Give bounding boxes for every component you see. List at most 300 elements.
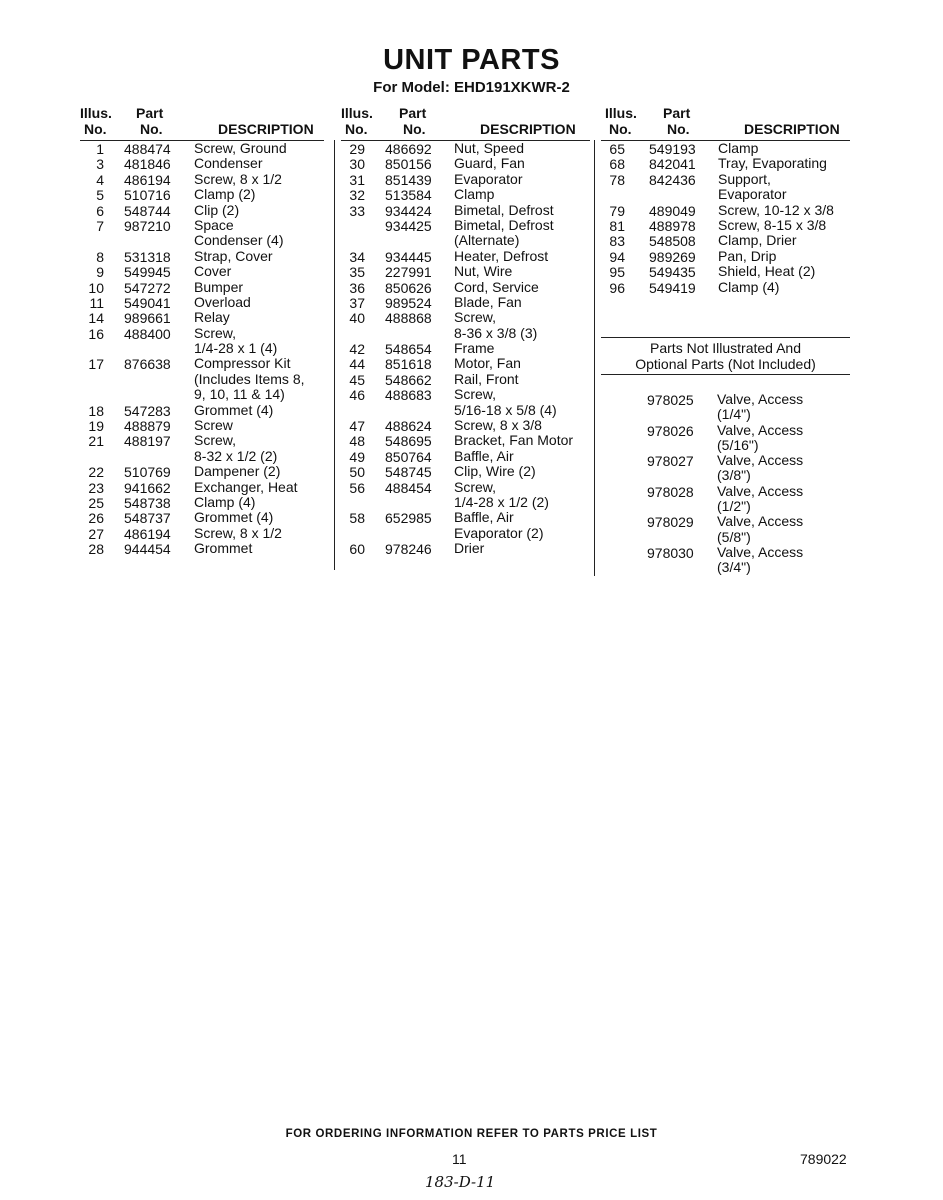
part-description [194,541,324,556]
illus-number: 14 [88,310,104,327]
illus-number: 26 [88,510,104,527]
part-row [601,233,850,248]
description-line: Pan, Drip [718,247,777,264]
illus-header-2: No. [609,121,632,137]
part-number: 548744 [124,202,171,219]
page-number: 11 [452,1151,467,1167]
part-description [717,545,803,576]
illus-header-1: Illus. [605,105,637,121]
part-row [80,310,324,325]
illus-number: 8 [96,248,104,265]
part-number: 548737 [124,510,171,527]
description-line: Cover [194,263,232,280]
part-number: 989269 [649,248,696,265]
part-row [341,264,590,279]
part-row [80,141,324,156]
parts-rows [601,141,850,295]
part-row [80,264,324,279]
description-line: Evaporator [454,170,523,187]
illus-number: 95 [609,264,625,281]
part-number: 941662 [124,479,171,496]
part-row [341,464,590,479]
description-line: Condenser [194,155,263,172]
description-line: Screw, [454,478,497,495]
illus-number: 68 [609,156,625,173]
part-description [194,510,324,525]
parts-column-1 [80,104,324,557]
part-number: 513584 [385,187,432,204]
part-row [341,541,590,556]
part-number: 842041 [649,156,696,173]
part-description [454,280,590,295]
part-number: 489049 [649,202,696,219]
part-header-1: Part [663,105,691,121]
part-row [80,526,324,541]
illus-number: 45 [349,371,365,388]
description-line: Nut, Wire [454,263,513,280]
part-description [194,403,324,418]
description-line: Condenser (4) [194,232,284,249]
part-row [341,341,590,356]
description-line: Clip, Wire (2) [454,463,536,480]
part-row [80,510,324,525]
description-line: Screw, [454,309,497,326]
illus-number: 1 [96,141,104,157]
part-description [194,264,324,279]
illus-number: 56 [349,479,365,496]
part-row [80,280,324,295]
illus-number: 48 [349,433,365,450]
part-row [341,295,590,310]
illus-number: 42 [349,341,365,358]
illus-number: 81 [609,217,625,234]
part-row [341,156,590,171]
part-number: 842436 [649,171,696,188]
part-row [341,187,590,202]
description-line: Evaporator (2) [454,524,544,541]
part-number: 989524 [385,294,432,311]
part-number: 486194 [124,525,171,542]
part-row [80,418,324,433]
part-number: 850156 [385,156,432,173]
part-number: 488400 [124,325,171,342]
part-number: 510769 [124,464,171,481]
illus-number: 28 [88,541,104,558]
illus-header-1: Illus. [341,105,373,121]
part-description [454,203,590,218]
description-line: Drier [454,540,485,557]
part-number: 978029 [647,514,694,531]
part-description [454,264,590,279]
illus-number: 83 [609,233,625,250]
part-row [80,464,324,479]
part-description [194,156,324,171]
page-title: UNIT PARTS [383,44,560,76]
description-line: Overload [194,293,251,310]
description-line: Compressor Kit [194,355,291,372]
part-row [601,280,850,295]
part-number: 978026 [647,422,694,439]
part-row [601,156,850,171]
part-description [718,218,850,233]
description-line: Grommet (4) [194,401,274,418]
part-description [717,484,803,515]
part-row [80,403,324,418]
description-line: Bimetal, Defrost [454,201,554,218]
illus-number: 10 [88,279,104,296]
part-row [80,495,324,510]
part-description [718,172,850,203]
part-description [717,453,803,484]
part-description [454,541,590,556]
part-description [194,526,324,541]
illus-header-2: No. [84,121,107,137]
description-line: Screw [194,417,233,434]
part-row [341,218,590,249]
description-line: Shield, Heat (2) [718,263,816,280]
illus-number: 33 [349,202,365,219]
part-number: 978246 [385,541,432,558]
description-line: Dampener (2) [194,463,281,480]
illus-number: 94 [609,248,625,265]
description-line: Tray, Evaporating [718,155,827,172]
part-number: 531318 [124,248,171,265]
part-number: 549435 [649,264,696,281]
description-line: Screw, 10-12 x 3/8 [718,201,834,218]
description-line: Support, [718,170,771,187]
part-description [194,280,324,295]
part-number: 549041 [124,294,171,311]
part-row [601,172,850,203]
description-line: Valve, Access [717,543,804,560]
model-subtitle: For Model: EHD191XKWR-2 [373,79,570,96]
description-line: (1/4") [717,406,751,423]
part-description [454,156,590,171]
part-row [80,295,324,310]
description-line: Clamp (4) [194,493,256,510]
part-row [80,249,324,264]
illus-number: 18 [88,402,104,419]
part-description [194,218,324,249]
description-line: Valve, Access [717,482,804,499]
part-description [194,187,324,202]
illus-number: 96 [609,279,625,296]
part-description [454,341,590,356]
part-row [80,156,324,171]
part-number: 548695 [385,433,432,450]
part-header-2: No. [667,121,690,137]
illus-number: 44 [349,356,365,373]
description-line: 8-32 x 1/2 (2) [194,447,278,464]
part-description [718,203,850,218]
description-line: 8-36 x 3/8 (3) [454,324,538,341]
column-header [341,104,590,141]
ordering-footer: FOR ORDERING INFORMATION REFER TO PARTS PRICE LIST [285,1128,658,1140]
illus-number: 11 [89,294,104,311]
description-line: Screw, 8 x 1/2 [194,524,282,541]
description-line: Clamp [454,186,495,203]
description-line: Evaporator [718,186,787,203]
illus-number: 40 [349,310,365,327]
description-line: Space [194,216,234,233]
column-header [80,104,324,141]
part-row [80,356,324,402]
part-description [454,387,590,418]
part-row [341,356,590,371]
description-line: Motor, Fan [454,355,521,372]
description-line: (5/16") [717,436,759,453]
illus-number: 29 [349,141,365,157]
part-description [194,141,324,156]
description-line: (3/8") [717,467,751,484]
part-row [80,172,324,187]
parts-rows [80,141,324,557]
part-number: 548654 [385,341,432,358]
part-row [80,541,324,556]
illus-number: 25 [88,494,104,511]
part-number: 934425 [385,217,432,234]
part-row [341,449,590,464]
part-description [194,433,324,464]
description-line: Heater, Defrost [454,247,549,264]
part-number: 850764 [385,448,432,465]
part-description [454,218,590,249]
description-line: Valve, Access [717,421,804,438]
part-description [718,264,850,279]
description-line: Blade, Fan [454,293,522,310]
illus-number: 60 [349,541,365,558]
description-line: Screw, 8 x 3/8 [454,417,542,434]
part-number: 510716 [124,187,171,204]
description-header: DESCRIPTION [218,121,314,137]
part-header-1: Part [399,105,427,121]
illus-number: 37 [349,294,365,311]
illus-header-1: Illus. [80,105,112,121]
part-description [454,249,590,264]
part-number: 978027 [647,453,694,470]
part-description [717,423,803,454]
description-line: Screw, 8-15 x 3/8 [718,216,827,233]
part-row [341,418,590,433]
description-line: Clamp (4) [718,278,780,295]
illus-number: 22 [88,464,104,481]
part-description [717,392,803,423]
illus-number: 36 [349,279,365,296]
part-number: 934445 [385,248,432,265]
part-number: 549945 [124,264,171,281]
description-line: (5/8") [717,528,751,545]
part-number: 488624 [385,418,432,435]
part-description [454,433,590,448]
part-number: 547272 [124,279,171,296]
description-line: Bracket, Fan Motor [454,432,574,449]
description-line: 1/4-28 x 1 (4) [194,340,278,357]
illus-number: 79 [609,202,625,219]
part-row [601,264,850,279]
illus-number: 47 [349,418,365,435]
part-number: 488454 [385,479,432,496]
description-line: Screw, [194,324,237,341]
illus-number: 16 [88,325,104,342]
illus-number: 78 [609,171,625,188]
description-line: Screw, 8 x 1/2 [194,170,282,187]
description-line: Nut, Speed [454,140,525,156]
illus-number: 35 [349,264,365,281]
illus-header-2: No. [345,121,368,137]
part-number: 652985 [385,510,432,527]
part-number: 548662 [385,371,432,388]
description-line: Clamp (2) [194,186,256,203]
illus-number: 58 [349,510,365,527]
description-line: Strap, Cover [194,247,273,264]
part-description [718,280,850,295]
part-description [194,464,324,479]
section-rule [601,337,850,338]
part-number: 851439 [385,171,432,188]
part-description [194,326,324,357]
part-row [80,187,324,202]
part-number: 548508 [649,233,696,250]
handwritten-note: 183-D-11 [425,1173,496,1191]
part-row [80,433,324,464]
description-line: Clip (2) [194,201,240,218]
column-header [601,104,850,141]
part-description [454,372,590,387]
part-description [194,495,324,510]
description-line: Valve, Access [717,513,804,530]
part-number: 987210 [124,217,171,234]
not-illustrated-title: Parts Not Illustrated And Optional Parts (Not Included) [635,340,816,372]
part-number: 989661 [124,310,171,327]
part-number: 978030 [647,544,694,561]
part-row [341,433,590,448]
part-number: 486194 [124,171,171,188]
description-line: Grommet [194,540,253,557]
description-line: Screw, [454,386,497,403]
part-description [194,295,324,310]
column-divider [334,140,335,570]
part-description [194,418,324,433]
part-row [341,280,590,295]
description-line: Valve, Access [717,391,804,407]
part-description [454,141,590,156]
column-divider [594,140,595,576]
part-description [194,172,324,187]
illus-number: 32 [349,187,365,204]
part-row [341,480,590,511]
description-line: Bimetal, Defrost [454,216,554,233]
part-row [80,326,324,357]
illus-number: 3 [96,156,104,173]
part-header-2: No. [140,121,163,137]
part-number: 549193 [649,141,696,157]
part-header-1: Part [136,105,164,121]
part-number: 547283 [124,402,171,419]
part-number: 978025 [647,392,694,408]
illus-number: 19 [88,418,104,435]
part-description [454,449,590,464]
description-line: Screw, Ground [194,140,287,156]
part-number: 548738 [124,494,171,511]
part-number: 851618 [385,356,432,373]
description-line: (3/4") [717,559,751,576]
illus-number: 30 [349,156,365,173]
part-number: 227991 [385,264,432,281]
part-description [454,464,590,479]
part-row [341,141,590,156]
part-description [454,356,590,371]
description-line: 1/4-28 x 1/2 (2) [454,493,549,510]
description-line: Frame [454,340,495,357]
part-description [454,418,590,433]
part-number: 488197 [124,433,171,450]
part-number: 488683 [385,387,432,404]
part-row [341,387,590,418]
part-number: 549419 [649,279,696,296]
part-number: 978028 [647,483,694,500]
illus-number: 50 [349,464,365,481]
description-line: Cord, Service [454,278,539,295]
part-description [718,233,850,248]
part-description [454,295,590,310]
description-line: Valve, Access [717,452,804,469]
illus-number: 31 [349,171,365,188]
description-line: Clamp, Drier [718,232,797,249]
description-line: (Includes Items 8, [194,370,305,387]
document-number: 789022 [800,1151,847,1167]
parts-rows [341,141,590,557]
illus-number: 23 [88,479,104,496]
description-line: Clamp [718,140,759,156]
description-line: Baffle, Air [454,509,514,526]
part-row [601,249,850,264]
description-line: (1/2") [717,498,751,515]
part-number: 876638 [124,356,171,373]
illus-number: 7 [96,217,104,234]
part-description [454,172,590,187]
section-rule [601,374,850,375]
part-number: 934424 [385,202,432,219]
part-row [341,310,590,341]
part-row [341,510,590,541]
part-row [341,372,590,387]
part-number: 548745 [385,464,432,481]
illus-number: 46 [349,387,365,404]
description-line: Relay [194,309,230,326]
description-header: DESCRIPTION [744,121,840,137]
description-line: Baffle, Air [454,447,514,464]
part-row [341,249,590,264]
part-row [601,141,850,156]
part-description [454,310,590,341]
description-line: (Alternate) [454,232,520,249]
part-number: 850626 [385,279,432,296]
part-row [601,203,850,218]
part-description [718,156,850,171]
illus-number: 9 [96,264,104,281]
part-description [718,141,850,156]
part-number: 488474 [124,141,171,157]
description-line: Rail, Front [454,370,519,387]
part-description [718,249,850,264]
part-number: 486692 [385,141,432,157]
illus-number: 21 [88,433,104,450]
part-number: 488868 [385,310,432,327]
part-number: 944454 [124,541,171,558]
description-line: 9, 10, 11 & 14) [194,386,285,403]
part-description [194,203,324,218]
description-line: Screw, [194,432,237,449]
